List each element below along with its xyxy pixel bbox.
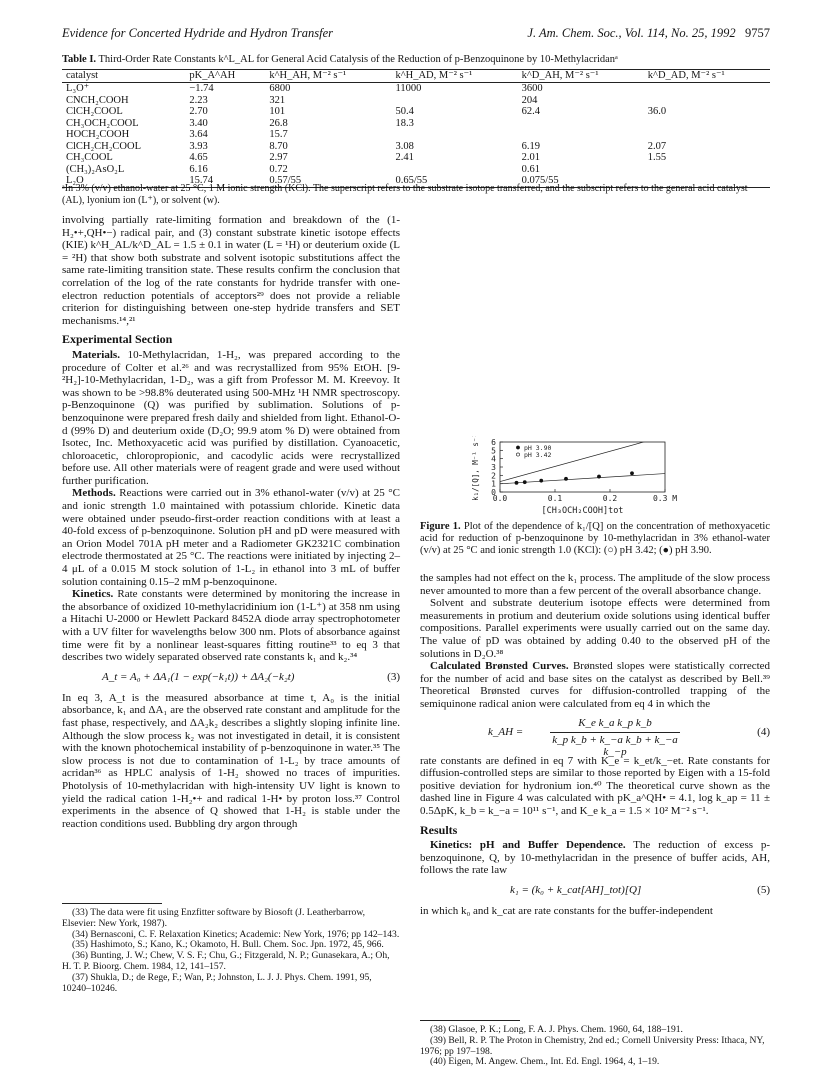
- table-cell: 3600: [521, 83, 543, 94]
- table-cell: CH₃OCH₂COOL: [66, 117, 139, 129]
- reference-item: (37) Shukla, D.; de Rege, F.; Wan, P.; Johnston, L. J. J. Phys. Chem. 1991, 95, 10240–10246.: [62, 971, 372, 994]
- table-cell: 6800: [269, 83, 291, 94]
- kinetics-heading: Kinetics.: [72, 588, 114, 601]
- table-cell: L₂O: [62, 175, 185, 187]
- data-point: [564, 477, 567, 480]
- table-cell: ClCH₂CH₂COOL: [66, 140, 141, 152]
- methods-paragraph: [62, 487, 400, 588]
- equation-4: [420, 716, 770, 759]
- table-cell: 0.57/55: [265, 175, 391, 187]
- page-number: 9757: [745, 26, 770, 40]
- x-tick-label: 0.3 M: [652, 494, 678, 503]
- y-tick-label: 0: [491, 488, 496, 497]
- table-footnote: ᵃIn 3% (v/v) ethanol-water at 25 °C, 1 M ionic strength (KCl). The superscript refers to the substrate isotope transferred, and the subscript refers to the general acid catalyst (AL), lyonium ion (L⁺), or solvent (w).: [62, 183, 748, 206]
- after-eq5-paragraph: in which k₀ and k_cat are rate constants for the buffer-independent: [420, 904, 713, 917]
- figure-1-caption-label: Figure 1.: [420, 521, 461, 532]
- table-cell: [644, 129, 770, 141]
- equation-4-numerator: K_e k_a k_p k_b: [578, 716, 652, 729]
- rate-constant-table: [62, 69, 770, 188]
- table-cell: 2.41: [395, 152, 414, 163]
- table-row: [62, 152, 770, 164]
- legend-marker: [516, 453, 519, 456]
- data-point: [540, 479, 543, 482]
- y-tick-label: 6: [491, 438, 496, 447]
- table-cell: 101: [269, 106, 286, 117]
- bronsted-heading: Calculated Brønsted Curves.: [430, 660, 569, 673]
- right-references: [420, 1020, 770, 1068]
- section-title-results: Results: [420, 822, 458, 837]
- methods-heading: Methods.: [72, 487, 116, 500]
- table-caption: [62, 54, 770, 65]
- kinetics-ph-text: The reduction of excess p-benzoquinone, Q, by 10-methylacridan in the presence of buffer acids, AH, follows the rate law: [420, 839, 770, 877]
- table-cell: ClCH₂COOL: [66, 106, 123, 117]
- table-cell: CH₃COOL: [66, 152, 113, 163]
- table-caption-text: Third-Order Rate Constants k^L_AL for General Acid Catalysis of the Reduction of p-Benzoquinone by 10-Methylacridanᵃ: [98, 54, 618, 65]
- kinetics-ph-heading: Kinetics: pH and Buffer Dependence.: [430, 839, 626, 852]
- table-cell: 26.8: [269, 117, 288, 129]
- section-title-experimental: Experimental Section: [62, 332, 173, 347]
- table-cell: [391, 164, 517, 176]
- bronsted-text: Brønsted slopes were statistically corrected for the number of acid and base sites on the catalyst as described by Bell.³⁹ Theoretical Brønsted curves for diffusion-controlled trapping of the semiquinone radical anion were calculated from eq 4 in which the: [420, 660, 771, 710]
- table-cell: 204: [521, 94, 538, 106]
- data-point: [630, 472, 633, 475]
- table-cell: 0.61: [521, 163, 540, 175]
- equation-5: [420, 884, 770, 898]
- table-cell: L₃O⁺: [66, 83, 90, 94]
- y-axis-label: k₁/[Q], M⁻¹ s⁻¹: [471, 436, 480, 501]
- data-point: [523, 481, 526, 484]
- reference-item: (34) Bernasconi, C. F. Relaxation Kinetics; Academic: New York, 1976; pp 142–143.: [72, 928, 400, 940]
- table-cell: 3.40: [189, 117, 208, 129]
- y-tick-label: 2: [491, 471, 496, 481]
- table-caption-label: Table I.: [62, 54, 97, 65]
- table-row: [62, 83, 770, 95]
- table-cell: (CH₃)₂AsO₂L: [66, 163, 125, 175]
- reference-item: (38) Glasoe, P. K.; Long, F. A. J. Phys. Chem. 1960, 64, 188–191.: [430, 1024, 683, 1035]
- table-cell: 3.93: [189, 140, 208, 152]
- column-header: k^H_AD, M⁻² s⁻¹: [391, 70, 517, 83]
- equation-4-denominator: k_p k_b + k_−a k_b + k_−a k_−p: [552, 733, 678, 759]
- table-cell: 6.16: [189, 163, 208, 175]
- right-column: [420, 572, 770, 917]
- table-cell: 8.70: [269, 140, 288, 152]
- table-cell: [391, 129, 517, 141]
- table-cell: 0.075/55: [518, 175, 644, 187]
- table-cell: 2.70: [189, 106, 208, 117]
- journal-name: J. Am. Chem. Soc., Vol. 114, No. 25, 1992: [527, 26, 736, 40]
- intro-paragraph: involving partially rate-limiting formation and breakdown of the (1-H₂•+,QH•−) radical pair, and (3) constant substrate kinetic isotope effects (KIE) k^H_AL/k^D_AL = 1.5 ± 0.1 in water (L = ¹H) or deuterium oxide (L = ²H) that show both substrate and solvent isotopic substitutions affect the same rate-limiting transition state. These results confirm the conclusion that correlation of the log of the rate constants for hydride transfer with one-electron reduction potentials of acceptors²⁹ does not provide a reliable criterion for distinguishing between one-step hydride transfers and SET mechanisms.¹⁴,²¹: [62, 214, 400, 327]
- table-cell: 2.01: [521, 152, 540, 163]
- y-tick-label: 1: [491, 479, 496, 489]
- column-header: k^H_AH, M⁻² s⁻¹: [265, 70, 391, 83]
- table-cell: [644, 95, 770, 107]
- column-header: k^D_AH, M⁻² s⁻¹: [518, 70, 644, 83]
- table-row: [62, 164, 770, 176]
- table-cell: −1.74: [189, 83, 214, 94]
- table-cell: [644, 164, 770, 176]
- table-row: [62, 129, 770, 141]
- table-row: [62, 118, 770, 130]
- table-cell: 2.97: [269, 152, 288, 163]
- table-cell: 3.08: [395, 140, 414, 152]
- right-para-1: the samples had not effect on the k₁ process. The amplitude of the slow process never amounted to more than a few percent of the overall absorbance change.: [420, 572, 770, 597]
- right-para-2: Solvent and substrate deuterium isotope effects were determined from measurements in protium and deuterium oxide solutions using identical buffer compositions. Parallel experiments were usually carried out on the same day. The value of pD was obtained by adding 0.40 to the observed pH of the solutions in D₂O.³⁸: [420, 597, 770, 660]
- reference-rule: [420, 1020, 520, 1021]
- x-tick-label: 0.1: [547, 494, 563, 503]
- table-cell: [644, 118, 770, 130]
- left-references: [62, 903, 400, 994]
- after-eq4-paragraph: rate constants are defined in eq 7 with K_e = k_et/k_−et. Rate constants for diffusion-controlled steps are similar to those reported by Eigen with a 15-fold positive deviation for hydronium ion.⁴⁰ The theoretical curve shown as the dashed line in Figure 4 was calculated with pK_a^QH• = 4.1, log k_ap = 11 ± 0.5ΔpK, k_b = k_−a = 10¹¹ s⁻¹, and K_e k_a = 1.5 × 10² M⁻² s⁻¹.: [420, 754, 770, 817]
- figure-1-caption-text: Plot of the dependence of k₁/[Q] on the concentration of methoxyacetic acid for reduction of p-benzoquinone by 10-methylacridan in 3% ethanol-water (v/v) at 25 °C and ionic strength 1.0 (KCl): (○) pH 3.42; (●) pH 3.90.: [420, 521, 770, 556]
- bronsted-paragraph: [420, 660, 770, 710]
- left-column: [62, 214, 400, 830]
- table-row: [62, 141, 770, 153]
- table-cell: [391, 95, 517, 107]
- figure-1-caption: [420, 521, 770, 557]
- running-header: [62, 26, 770, 41]
- table-cell: 0.65/55: [391, 175, 517, 187]
- data-point: [515, 481, 518, 484]
- equation-4-number: (4): [757, 725, 770, 738]
- x-axis-label: [CH₃OCH₂COOH]tot: [541, 506, 624, 516]
- table-cell: 11000: [395, 83, 422, 94]
- table-cell: 18.3: [395, 117, 414, 129]
- figure-1: [420, 436, 770, 518]
- after-eq3-paragraph: In eq 3, A_t is the measured absorbance at time t, A₀ is the initial absorbance, k₁ and ΔA₁ are the observed rate constant and amplitude for the fast phase, respectively, and ΔA₂k₂ describes a slightly sloping infinite line. Although the slow process k₂ was not investigated in detail, it is consistent with the known photochemical instability of p-benzoquinone in water.³⁵ The slow process is not due to contamination of 1-L₂ by trace amounts of acridan³⁶ as HPLC analysis of 1-H₂ showed no traces of impurities. Photolysis of 10-methylacridan with high-intensity UV light is known to yield the radical cation 1-H₂•+ and radical 1-H• by proton loss.³⁷ Control experiments in the absence of Q showed that 1-H₂ is stable under the reaction conditions used. Bubbling dry argon through: [62, 691, 400, 830]
- legend-label: pH 3.90: [524, 444, 552, 452]
- left-reference-list: [62, 908, 400, 994]
- reference-item: (40) Eigen, M. Angew. Chem., Int. Ed. Engl. 1964, 4, 1–19.: [430, 1056, 660, 1068]
- legend-label: pH 3.42: [524, 451, 552, 459]
- table-cell: 0.72: [269, 163, 288, 175]
- table-body: [62, 83, 770, 188]
- y-tick-label: 4: [491, 454, 496, 464]
- equation-3-body: A_t = A₀ + ΔA₁(1 − exp(−k₁t)) + ΔA₂(−k₂t): [102, 670, 295, 683]
- table-cell: 15.7: [269, 129, 288, 140]
- table-cell: 3.64: [189, 129, 208, 140]
- figure-1-svg: [420, 436, 770, 518]
- table-cell: [518, 118, 644, 130]
- y-tick-label: 3: [491, 463, 496, 472]
- table-cell: 2.07: [647, 140, 667, 152]
- table-cell: 4.65: [189, 152, 208, 163]
- reference-item: (39) Bell, R. P. The Proton in Chemistry, 2nd ed.; Cornell University Press: Ithaca, NY, 1976; pp 197–198.: [420, 1034, 765, 1057]
- table-cell: 15.74: [185, 175, 265, 187]
- y-tick-label: 5: [491, 446, 496, 456]
- table-cell: 321: [269, 94, 286, 106]
- x-tick-label: 0.2: [602, 494, 618, 503]
- table-cell: [518, 129, 644, 141]
- table-row: [62, 106, 770, 118]
- reference-item: (36) Bunting, J. W.; Chew, V. S. F.; Chu, G.; Fitzgerald, N. P.; Gunasekara, A.; Oh, H. T. P. Bioorg. Chem. 1984, 12, 141–157.: [62, 950, 390, 972]
- table-cell: 2.23: [189, 94, 208, 106]
- table-cell: 1.55: [647, 152, 667, 163]
- equation-4-fraction-bar: [550, 732, 680, 733]
- column-header: pK_A^AH: [185, 70, 265, 83]
- table-cell: CNCH₂COOH: [66, 94, 129, 106]
- equation-3: [62, 671, 400, 685]
- table-row: [62, 95, 770, 107]
- column-header: k^D_AD, M⁻² s⁻¹: [644, 70, 770, 83]
- equation-5-body: k₁ = (k₀ + k_cat[AH]_tot)[Q]: [510, 883, 642, 896]
- data-point: [597, 475, 600, 478]
- journal-citation: [527, 26, 770, 41]
- equation-4-lhs: k_AH =: [488, 725, 524, 738]
- right-reference-list: [420, 1025, 770, 1068]
- kinetics-text: Rate constants were determined by monitoring the increase in the absorbance of oxidized 10-methylacridinium ion (1-L⁺) at 358 nm using a Hitachi U-2000 or Hewlett Packard 8452A diode array spectrophotometer with a UV filter for wavelengths below 300 nm. Plots of absorbance against time were fit by a nonlinear least-squares fitting routine³³ to eq 3 that describes two widely separated observed rate constants k₁ and k₂.³⁴: [62, 588, 401, 664]
- materials-paragraph: [62, 349, 400, 488]
- materials-heading: Materials.: [72, 348, 120, 361]
- methods-text: Reactions were carried out in 3% ethanol-water (v/v) at 25 °C and ionic strength 1.0 maintained with potassium chloride. Kinetic data were obtained under pseudo-first-order reaction conditions with at least a 40-fold excess of p-benzoquinone. Solution pH and pD were measured with an Orion Model 701A pH meter and a Radiometer GK2321C combination electrode thermostated at 25 °C. The reactions were initiated by injecting 2–4 μL of a 0.015 M stock solution of 1-L₂ in ethanol into 3 mL of buffer solution containing 0.15–2 mM p-benzoquinone.: [62, 487, 401, 588]
- materials-text: 10-Methylacridan, 1-H₂, was prepared according to the procedure of Colter et al.²⁶ and was recrystallized from 95% EtOH. [9-²H₂]-10-Methylacridan, 1-D₂, was a gift from Professor M. M. Kreevoy. It was shown to be >98.8% deuterated using 500-MHz ¹H NMR spectroscopy. p-Benzoquinone (Q) was purified by sublimation. Solutions of p-benzoquinone were prepared fresh daily and shielded from light. Ethanol-O-d (99% D) and deuterium oxide (D₂O; 99.9 atom % D) were obtained from Isotec, Inc. Methoxyacetic acid was purified by distillation. Cyanoacetic, chloroacetic, chloropropionic, and cacodylic acids were recrystallized before use. All other materials were of reagent grade and were used without further purification.: [62, 348, 401, 487]
- legend-marker: [516, 446, 519, 449]
- table-cell: [644, 83, 770, 95]
- equation-5-number: (5): [757, 883, 770, 896]
- reference-item: (33) The data were fit using Enzfitter software by Biosoft (J. Leatherbarrow, Elsevier: New York, 1987).: [62, 907, 366, 929]
- table-cell: 62.4: [521, 106, 540, 117]
- table-cell: HOCH₂COOH: [66, 129, 130, 140]
- kinetics-ph-paragraph: [420, 839, 770, 877]
- column-header: catalyst: [62, 70, 185, 83]
- reference-rule: [62, 903, 162, 904]
- equation-3-number: (3): [387, 670, 400, 683]
- reference-item: (35) Hashimoto, S.; Kano, K.; Okamoto, H. Bull. Chem. Soc. Jpn. 1972, 45, 966.: [72, 939, 384, 951]
- x-tick-label: 0.0: [492, 494, 508, 503]
- table-cell: 50.4: [395, 106, 414, 117]
- running-title: Evidence for Concerted Hydride and Hydron Transfer: [62, 26, 334, 40]
- table-cell: 36.0: [647, 106, 667, 117]
- kinetics-paragraph: [62, 588, 400, 664]
- table-header-row: [62, 70, 770, 83]
- table-cell: 6.19: [521, 140, 540, 152]
